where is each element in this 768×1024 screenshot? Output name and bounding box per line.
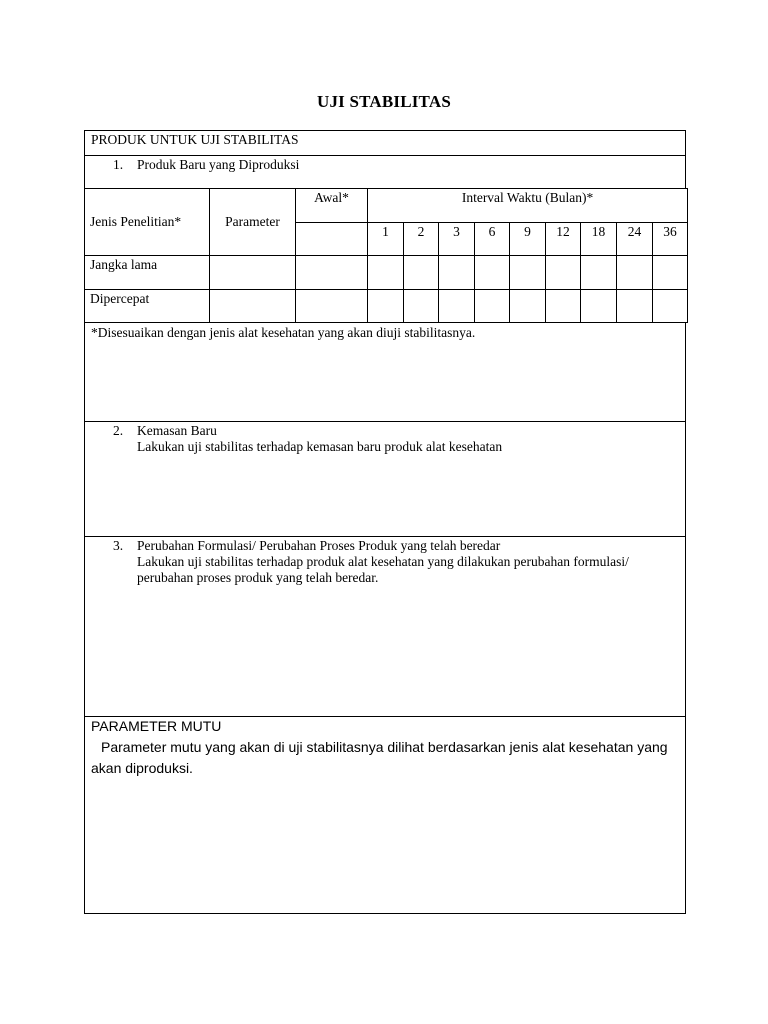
table-row (85, 290, 688, 323)
table-cell (546, 256, 581, 290)
month-cell: 3 (439, 223, 475, 256)
stability-table (84, 188, 688, 323)
table-cell (617, 256, 653, 290)
header-interval: Interval Waktu (Bulan)* (368, 189, 688, 223)
section-header: PRODUK UNTUK UJI STABILITAS (91, 132, 299, 147)
item3-line1: Lakukan uji stabilitas terhadap produk alat kesehatan yang dilakukan perubahan formulasi/ (137, 554, 629, 569)
month-cell: 9 (510, 223, 546, 256)
month-cell: 12 (546, 223, 581, 256)
awal-empty-cell (296, 223, 368, 256)
table-cell (546, 290, 581, 323)
item3-title: Perubahan Formulasi/ Perubahan Proses Produk yang telah beredar (137, 538, 501, 553)
item3-block (84, 536, 686, 717)
parameter-line1: Parameter mutu yang akan di uji stabilitasnya dilihat berdasarkan jenis alat kesehatan yang (101, 739, 668, 755)
table-cell (475, 256, 510, 290)
row-label: Jangka lama (85, 256, 210, 290)
item1-number: 1. (113, 157, 124, 172)
month-cell: 24 (617, 223, 653, 256)
item1-text: Produk Baru yang Diproduksi (137, 157, 300, 172)
table-cell (510, 290, 546, 323)
table-cell (653, 256, 688, 290)
item2-block (84, 421, 686, 537)
table-cell (404, 256, 439, 290)
item2-text: Lakukan uji stabilitas terhadap kemasan baru produk alat kesehatan (137, 439, 503, 454)
section-header-row (84, 130, 686, 156)
document-title: UJI STABILITAS (317, 92, 451, 111)
header-jenis: Jenis Penelitian* (85, 189, 210, 256)
month-cell: 6 (475, 223, 510, 256)
table-cell (368, 290, 404, 323)
table-cell (296, 290, 368, 323)
table-cell (210, 290, 296, 323)
table-row (85, 256, 688, 290)
parameter-line2: akan diproduksi. (91, 760, 193, 776)
month-cell: 18 (581, 223, 617, 256)
table-cell (581, 290, 617, 323)
table-cell (296, 256, 368, 290)
item3 (85, 537, 685, 586)
table-cell (653, 290, 688, 323)
header-parameter: Parameter (210, 189, 296, 256)
item1 (85, 156, 685, 173)
item1-row (84, 155, 686, 189)
item3-line2: perubahan proses produk yang telah beredar. (137, 570, 379, 585)
table-cell (439, 290, 475, 323)
table-cell (210, 256, 296, 290)
month-cell: 36 (653, 223, 688, 256)
item2 (85, 422, 685, 455)
month-cell: 1 (368, 223, 404, 256)
footnote-block (84, 322, 686, 422)
table-cell (581, 256, 617, 290)
table-cell (404, 290, 439, 323)
row-label: Dipercepat (85, 290, 210, 323)
table-cell (475, 290, 510, 323)
table-header-row-1 (85, 189, 688, 223)
item2-title: Kemasan Baru (137, 423, 217, 438)
table-cell (617, 290, 653, 323)
item2-number: 2. (113, 423, 124, 438)
footnote: *Disesuaikan dengan jenis alat kesehatan yang akan diuji stabilitasnya. (91, 325, 476, 340)
item3-number: 3. (113, 538, 124, 553)
parameter-block (84, 716, 686, 914)
parameter-header: PARAMETER MUTU (91, 718, 222, 734)
table-cell (439, 256, 475, 290)
month-cell: 2 (404, 223, 439, 256)
table-cell (368, 256, 404, 290)
table-cell (510, 256, 546, 290)
header-awal: Awal* (296, 189, 368, 223)
